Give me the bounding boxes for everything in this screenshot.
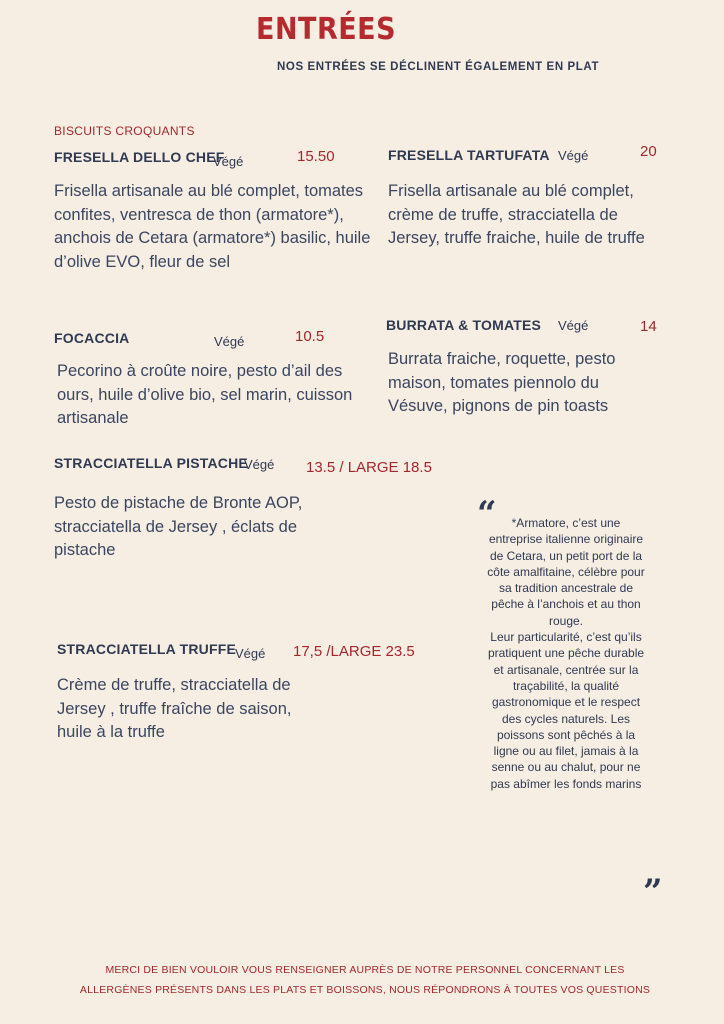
dish-tag-vege: Végé: [558, 148, 589, 163]
section-label: BISCUITS CROQUANTS: [54, 124, 195, 138]
dish-name-stracciatella-pistache: STRACCIATELLA PISTACHE: [54, 455, 248, 471]
dish-name-burrata-tomates: BURRATA & TOMATES: [386, 317, 542, 333]
dish-name-stracciatella-truffe: STRACCIATELLA TRUFFE: [57, 641, 236, 657]
dish-description: Burrata fraiche, roquette, pesto maison, tomates piennolo du Vésuve, pignons de pin toasts: [388, 350, 616, 415]
dish-name-focaccia: FOCACCIA: [54, 330, 130, 346]
open-quote-icon: “: [477, 494, 497, 534]
dish-tag-vege: Végé: [558, 318, 589, 333]
dish-tag-vege: Végé: [213, 154, 244, 169]
dish-description: Pecorino à croûte noire, pesto d’ail des ours, huile d’olive bio, sel marin, cuisson artisanale: [57, 362, 353, 427]
dish-price: 10.5: [295, 328, 325, 345]
dish-description: Pesto de pistache de Bronte AOP, stracciatella de Jersey , éclats de pistache: [54, 494, 303, 559]
close-quote-icon: ”: [643, 872, 663, 912]
dish-description: Crème de truffe, stracciatella de Jersey , truffe fraîche de saison, huile à la truffe: [57, 676, 292, 741]
dish-price: 13.5 / LARGE 18.5: [306, 459, 432, 476]
dish-tag-vege: Végé: [235, 646, 266, 661]
dish-price: 17,5 /LARGE 23.5: [293, 643, 415, 660]
page-subtitle: NOS ENTRÉES SE DÉCLINENT ÉGALEMENT EN PLAT: [277, 61, 600, 73]
dish-name-fresella-tartufata: FRESELLA TARTUFATA: [388, 147, 550, 163]
dish-tag-vege: Végé: [244, 457, 275, 472]
page-title: ENTRÉES: [256, 12, 397, 47]
armatore-note: *Armatore, c’est une entreprise italienne originaire de Cetara, un petit port de la côte amalfitaine, célèbre pour sa tradition ancestrale de pêche à l’anchois et au thon rouge. Leur particularité, c’est qu’ils pratiquent une pêche durable et artisanale, centrée sur la traçabilité, la qualité gastronomique et le respect des cycles naturels. Les poissons sont pêchés à la ligne ou au filet, jamais à la senne ou au chalut, pour ne pas abîmer les fonds marins: [487, 516, 645, 791]
dish-tag-vege: Végé: [214, 334, 245, 349]
dish-price: 14: [640, 318, 657, 335]
dish-price: 20: [640, 143, 657, 160]
dish-description: Frisella artisanale au blé complet, crème de truffe, stracciatella de Jersey, truffe fraiche, huile de truffe: [388, 182, 645, 247]
dish-description: Frisella artisanale au blé complet, tomates confites, ventresca de thon (armatore*), anchois de Cetara (armatore*) basilic, huile d’olive EVO, fleur de sel: [54, 182, 371, 271]
allergen-footer: MERCI DE BIEN VOULOIR VOUS RENSEIGNER AUPRÈS DE NOTRE PERSONNEL CONCERNANT LES ALLERGÈNES PRÉSENTS DANS LES PLATS ET BOISSONS, NOUS RÉPONDRONS À TOUTES VOS QUESTIONS: [79, 964, 651, 996]
dish-name-fresella-dello-chef: FRESELLA DELLO CHEF: [54, 149, 225, 165]
dish-price: 15.50: [297, 148, 335, 165]
